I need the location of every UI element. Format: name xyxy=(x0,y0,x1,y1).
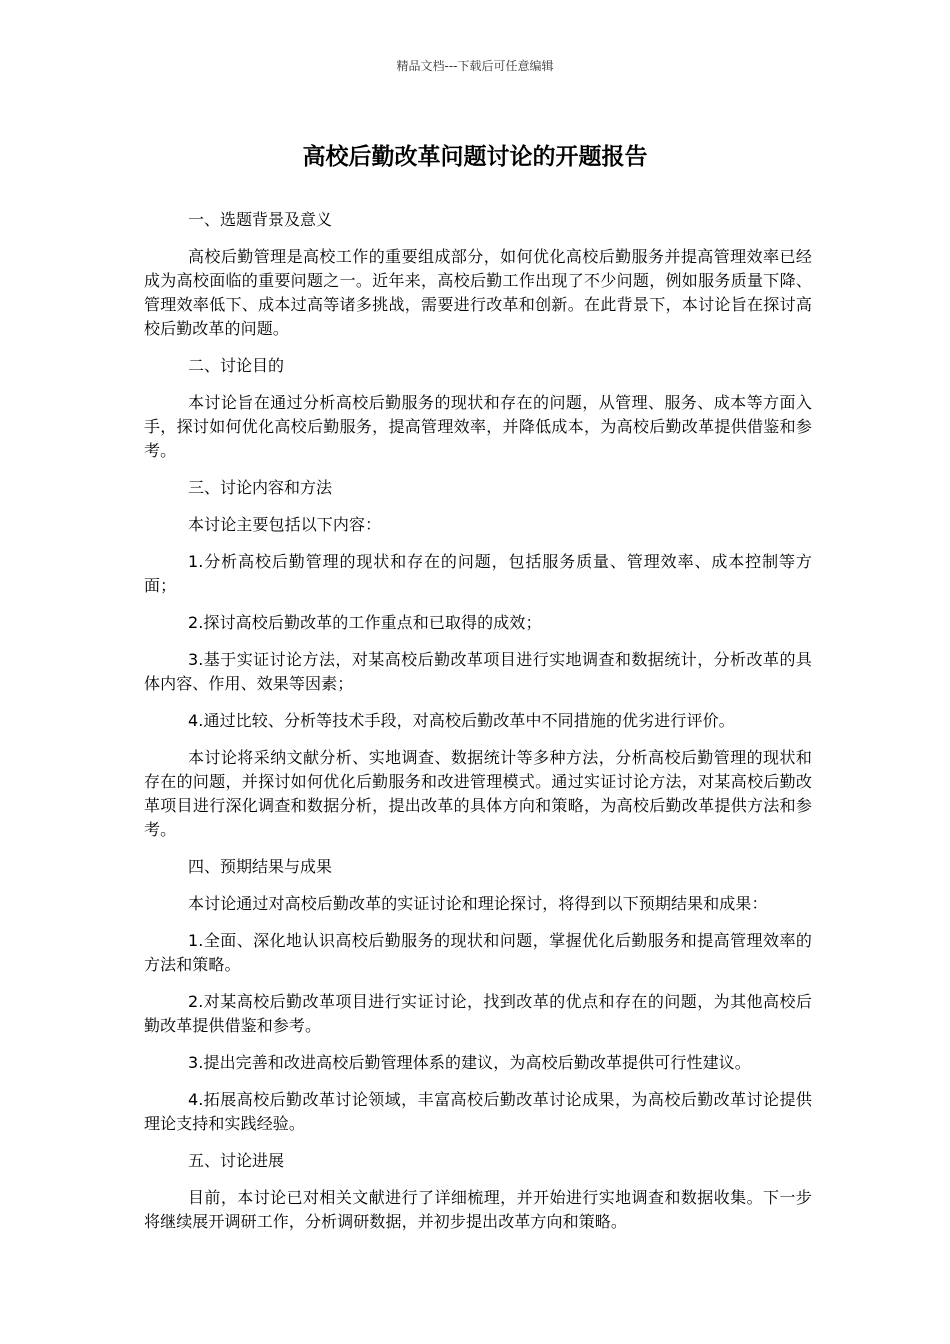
list-item-result-2: 2.对某高校后勤改革项目进行实证讨论，找到改革的优点和存在的问题，为其他高校后勤改革提供借鉴和参考。 xyxy=(144,992,812,1035)
section-heading-progress: 五、讨论进展 xyxy=(188,1151,285,1170)
list-item-content-1: 1.分析高校后勤管理的现状和存在的问题，包括服务质量、管理效率、成本控制等方面； xyxy=(144,552,812,595)
paragraph-background: 高校后勤管理是高校工作的重要组成部分，如何优化高校后勤服务并提高管理效率已经成为高校面临的重要问题之一。近年来，高校后勤工作出现了不少问题，例如服务质量下降、管理效率低下、成本过高等诸多挑战，需要进行改革和创新。在此背景下，本讨论旨在探讨高校后勤改革的问题。 xyxy=(144,247,812,338)
list-item-result-3: 3.提出完善和改进高校后勤管理体系的建议，为高校后勤改革提供可行性建议。 xyxy=(188,1053,751,1072)
list-item-content-4: 4.通过比较、分析等技术手段，对高校后勤改革中不同措施的优劣进行评价。 xyxy=(188,711,735,730)
section-heading-content-methods: 三、讨论内容和方法 xyxy=(188,478,333,497)
section-heading-background: 一、选题背景及意义 xyxy=(188,210,333,229)
section-heading-purpose: 二、讨论目的 xyxy=(188,356,285,375)
section-heading-expected-results: 四、预期结果与成果 xyxy=(188,857,333,876)
list-item-content-2: 2.探讨高校后勤改革的工作重点和已取得的成效； xyxy=(188,613,542,632)
page-header: 精品文档---下载后可任意编辑 xyxy=(396,59,554,73)
list-item-result-1: 1.全面、深化地认识高校后勤服务的现状和问题，掌握优化后勤服务和提高管理效率的方法和策略。 xyxy=(144,931,812,974)
paragraph-results-intro: 本讨论通过对高校后勤改革的实证讨论和理论探讨，将得到以下预期结果和成果： xyxy=(188,894,768,913)
list-item-content-3: 3.基于实证讨论方法，对某高校后勤改革项目进行实地调查和数据统计，分析改革的具体内容、作用、效果等因素； xyxy=(144,650,812,693)
paragraph-content-intro: 本讨论主要包括以下内容： xyxy=(188,515,382,534)
document-title: 高校后勤改革问题讨论的开题报告 xyxy=(302,144,648,170)
paragraph-progress: 目前，本讨论已对相关文献进行了详细梳理，并开始进行实地调查和数据收集。下一步将继续展开调研工作，分析调研数据，并初步提出改革方向和策略。 xyxy=(144,1188,812,1231)
paragraph-purpose: 本讨论旨在通过分析高校后勤服务的现状和存在的问题，从管理、服务、成本等方面入手，探讨如何优化高校后勤服务，提高管理效率，并降低成本，为高校后勤改革提供借鉴和参考。 xyxy=(144,393,812,460)
paragraph-methods: 本讨论将采纳文献分析、实地调查、数据统计等多种方法，分析高校后勤管理的现状和存在的问题，并探讨如何优化后勤服务和改进管理模式。通过实证讨论方法，对某高校后勤改革项目进行深化调查和数据分析，提出改革的具体方向和策略，为高校后勤改革提供方法和参考。 xyxy=(144,748,812,839)
document-body xyxy=(144,208,812,1247)
list-item-result-4: 4.拓展高校后勤改革讨论领域，丰富高校后勤改革讨论成果，为高校后勤改革讨论提供理论支持和实践经验。 xyxy=(144,1090,812,1133)
